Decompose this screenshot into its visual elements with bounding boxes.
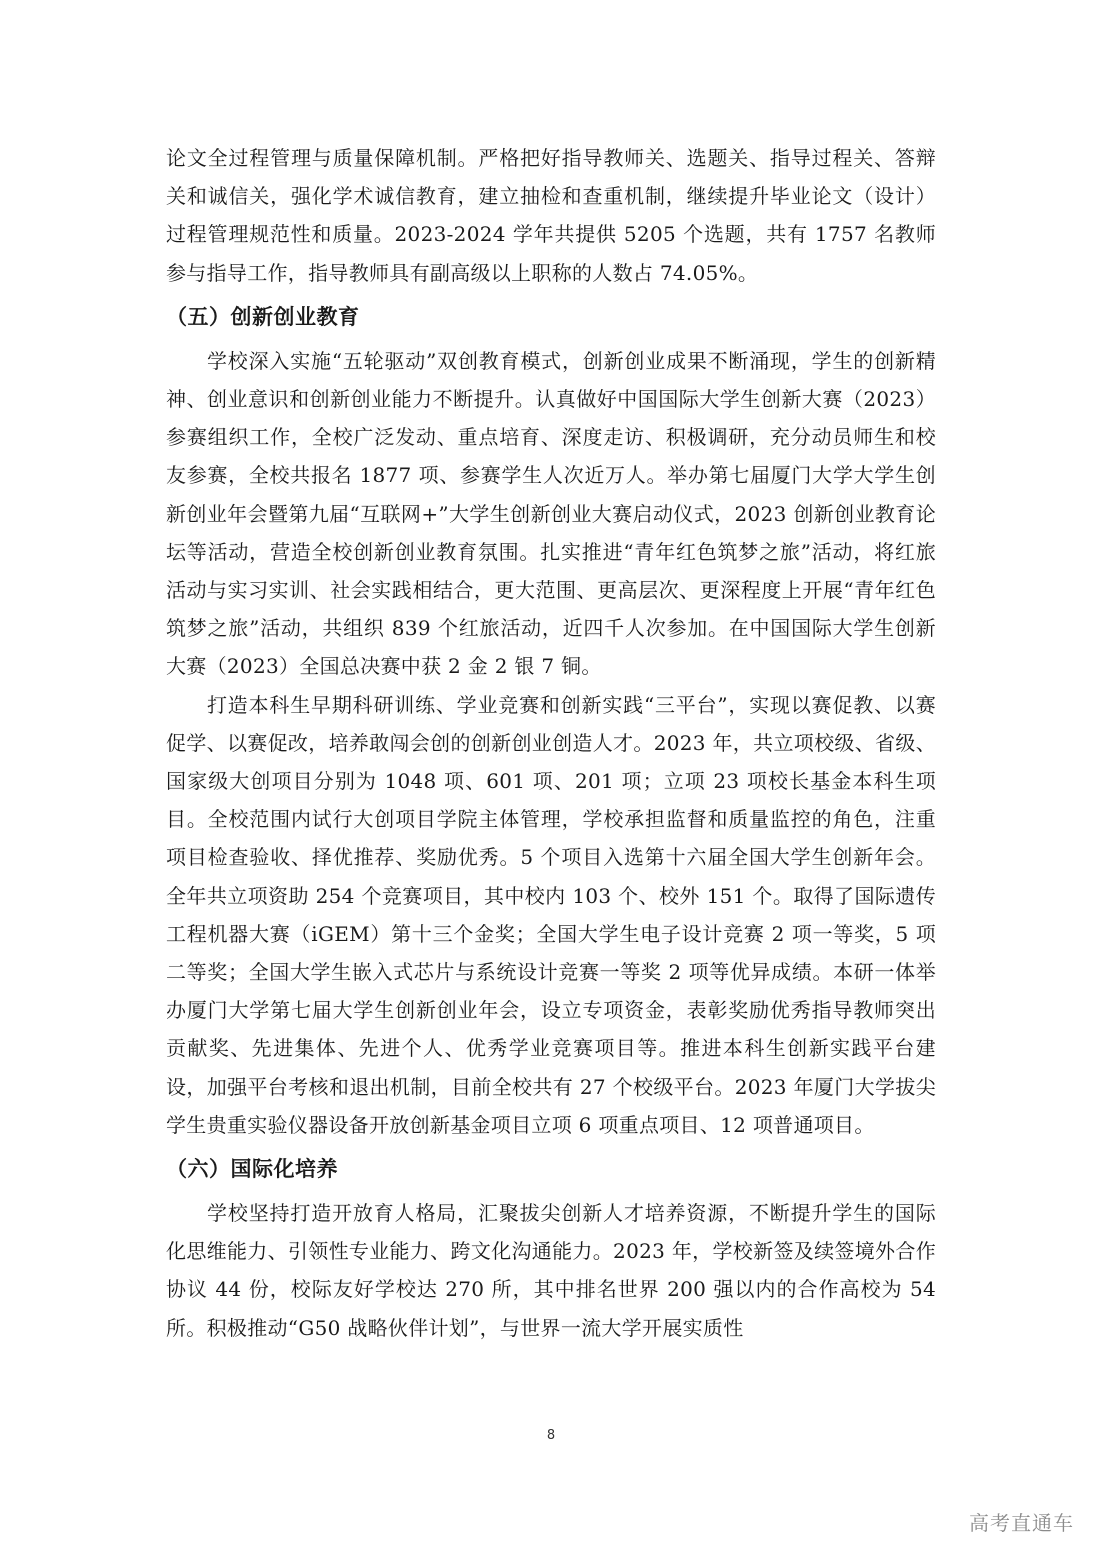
page-number: 8 <box>546 1428 556 1443</box>
paragraph: 学校坚持打造开放育人格局，汇聚拔尖创新人才培养资源，不断提升学生的国际化思维能力、引领性专业能力、跨文化沟通能力。2023 年，学校新签及续签境外合作协议 44 份，校际友好学校达 270 所，其中排名世界 200 强以内的合作高校为 54 所。积极推动“G50 战略伙伴计划”，与世界一流大学开展实质性 <box>166 1201 936 1340</box>
section-heading-international: （六）国际化培养 <box>166 1157 338 1182</box>
watermark-text: 高考直通车 <box>969 1511 1074 1535</box>
section-heading-innovation: （五）创新创业教育 <box>166 304 360 329</box>
paragraph: 学校深入实施“五轮驱动”双创教育模式，创新创业成果不断涌现，学生的创新精神、创业意识和创新创业能力不断提升。认真做好中国国际大学生创新大赛（2023）参赛组织工作，全校广泛发动、重点培育、深度走访、积极调研，充分动员师生和校友参赛，全校共报名 1877 项、参赛学生人次近万人。举办第七届厦门大学大学生创新创业年会暨第九届“互联网+”大学生创新创业大赛启动仪式，2023 创新创业教育论坛等活动，营造全校创新创业教育氛围。扎实推进“青年红色筑梦之旅”活动，将红旅活动与实习实训、社会实践相结合，更大范围、更高层次、更深程度上开展“青年红色筑梦之旅”活动，共组织 839 个红旅活动，近四千人次参加。在中国国际大学生创新大赛（2023）全国总决赛中获 2 金 2 银 7 铜。 <box>166 348 936 679</box>
intro-paragraph: 论文全过程管理与质量保障机制。严格把好指导教师关、选题关、指导过程关、答辩关和诚信关，强化学术诚信教育，建立抽检和查重机制，继续提升毕业论文（设计）过程管理规范性和质量。2023-2024 学年共提供 5205 个选题，共有 1757 名教师参与指导工作，指导教师具有副高级以上职称的人数占 74.05%。 <box>166 146 936 285</box>
page-content <box>166 139 936 1347</box>
paragraph: 打造本科生早期科研训练、学业竞赛和创新实践“三平台”，实现以赛促教、以赛促学、以赛促改，培养敢闯会创的创新创业创造人才。2023 年，共立项校级、省级、国家级大创项目分别为 1048 项、601 项、201 项；立项 23 项校长基金本科生项目。全校范围内试行大创项目学院主体管理，学校承担监督和质量监控的角色，注重项目检查验收、择优推荐、奖励优秀。5 个项目入选第十六届全国大学生创新年会。全年共立项资助 254 个竞赛项目，其中校内 103 个、校外 151 个。取得了国际遗传工程机器大赛（iGEM）第十三个金奖；全国大学生电子设计竞赛 2 项一等奖，5 项二等奖；全国大学生嵌入式芯片与系统设计竞赛一等奖 2 项等优异成绩。本研一体举办厦门大学第七届大学生创新创业年会，设立专项资金，表彰奖励优秀指导教师突出贡献奖、先进集体、先进个人、优秀学业竞赛项目等。推进本科生创新实践平台建设，加强平台考核和退出机制，目前全校共有 27 个校级平台。2023 年厦门大学拔尖学生贵重实验仪器设备开放创新基金项目立项 6 项重点项目、12 项普通项目。 <box>166 692 936 1137</box>
